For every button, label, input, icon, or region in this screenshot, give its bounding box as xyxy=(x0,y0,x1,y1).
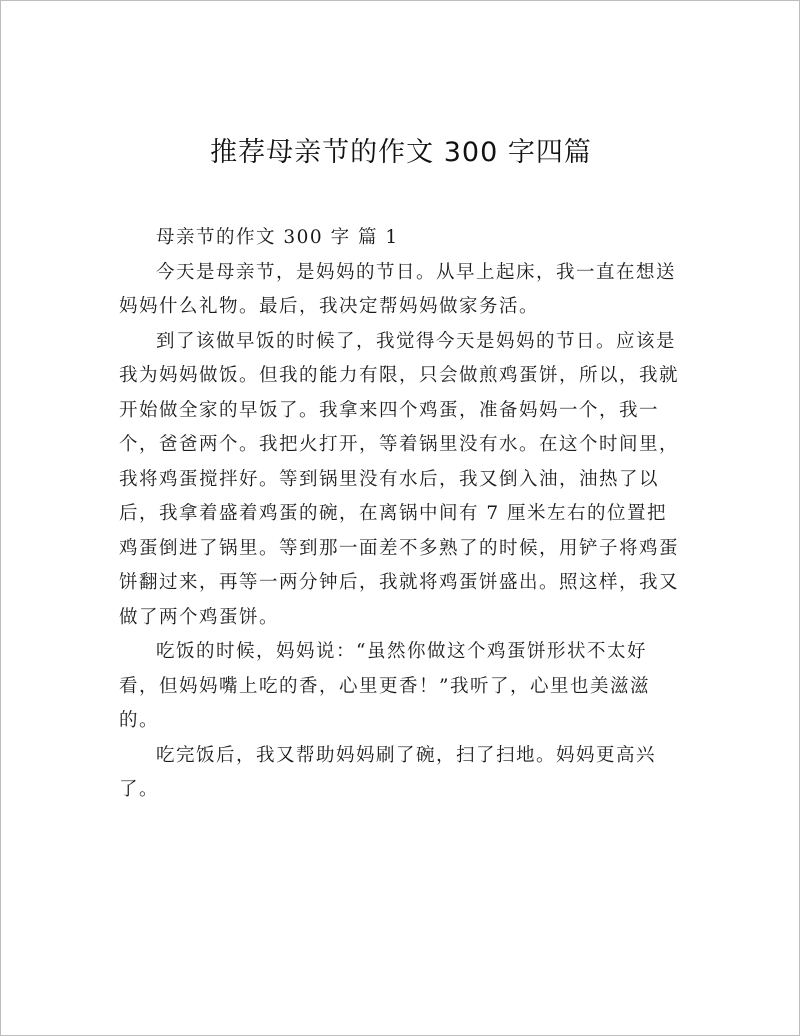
paragraph: 吃饭的时候，妈妈说：“虽然你做这个鸡蛋饼形状不太好看，但妈妈嘴上吃的香，心里更香！”我听了，心里也美滋滋的。 xyxy=(119,641,650,731)
document-body xyxy=(119,221,679,808)
paragraph: 今天是母亲节，是妈妈的节日。从早上起床，我一直在想送妈妈什么礼物。最后，我决定帮妈妈做家务活。 xyxy=(119,261,677,317)
paragraph: 吃完饭后，我又帮助妈妈刷了碗，扫了扫地。妈妈更高兴了。 xyxy=(119,744,657,800)
document-title: 推荐母亲节的作文 300 字四篇 xyxy=(210,137,592,168)
section-heading: 母亲节的作文 300 字 篇 1 xyxy=(156,227,399,248)
paragraph: 到了该做早饭的时候了，我觉得今天是妈妈的节日。应该是我为妈妈做饭。但我的能力有限，只会做煎鸡蛋饼，所以，我就开始做全家的早饭了。我拿来四个鸡蛋，准备妈妈一个，我一个，爸爸两个。我把火打开，等着锅里没有水。在这个时间里，我将鸡蛋搅拌好。等到锅里没有水后，我又倒入油，油热了以后，我拿着盛着鸡蛋的碗，在离锅中间有 7 厘米左右的位置把鸡蛋倒进了锅里。等到那一面差不多熟了的时候，用铲子将鸡蛋饼翻过来，再等一两分钟后，我就将鸡蛋饼盛出。照这样，我又做了两个鸡蛋饼。 xyxy=(119,330,680,628)
